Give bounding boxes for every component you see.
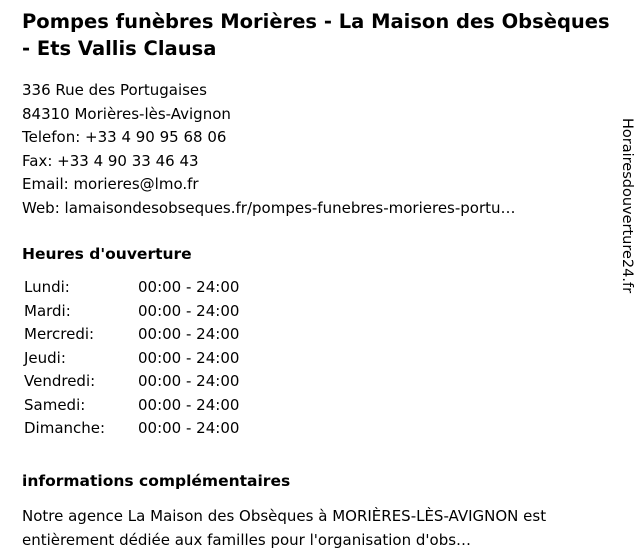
address-street: 336 Rue des Portugaises <box>22 81 207 99</box>
table-row <box>24 347 608 371</box>
phone-line: Telefon: +33 4 90 95 68 06 <box>22 128 227 146</box>
vertical-brand-label <box>616 118 640 378</box>
day-label: Mercredi: <box>24 325 95 343</box>
opening-hours-table <box>22 276 608 441</box>
opening-hours-heading: Heures d'ouverture <box>22 245 192 263</box>
additional-info-text: Notre agence La Maison des Obsèques à MORIÈRES-LÈS-AVIGNON est entièrement dédiée aux familles pour l'organisation d'obs… <box>22 506 547 549</box>
day-label: Jeudi: <box>24 348 66 367</box>
table-row <box>24 300 608 324</box>
day-label: Vendredi: <box>24 372 96 390</box>
brand-text: Horairesdouverture24.fr <box>619 118 635 294</box>
address-city: 84310 Morières-lès-Avignon <box>22 104 231 123</box>
day-label: Mardi: <box>24 301 71 320</box>
website-line: Web: lamaisondesobseques.fr/pompes-funebres-morieres-portu… <box>22 198 516 217</box>
day-hours: 00:00 - 24:00 <box>138 395 240 414</box>
table-row <box>24 394 608 418</box>
contact-block <box>22 79 608 220</box>
email-line: Email: morieres@lmo.fr <box>22 175 199 193</box>
day-label: Samedi: <box>24 395 86 414</box>
day-hours: 00:00 - 24:00 <box>138 419 240 437</box>
day-hours: 00:00 - 24:00 <box>138 301 240 320</box>
fax-line: Fax: +33 4 90 33 46 43 <box>22 151 199 170</box>
table-row <box>24 417 608 441</box>
table-row <box>24 370 608 394</box>
table-row <box>24 276 608 300</box>
day-hours: 00:00 - 24:00 <box>138 325 240 343</box>
page-title: Pompes funèbres Morières - La Maison des Obsèques - Ets Vallis Clausa <box>22 10 610 60</box>
day-label: Lundi: <box>24 278 70 296</box>
table-row <box>24 323 608 347</box>
day-hours: 00:00 - 24:00 <box>138 372 240 390</box>
day-hours: 00:00 - 24:00 <box>138 348 240 367</box>
card-content <box>22 8 608 552</box>
additional-info-heading: informations complémentaires <box>22 471 291 490</box>
day-label: Dimanche: <box>24 419 106 437</box>
day-hours: 00:00 - 24:00 <box>138 278 240 296</box>
